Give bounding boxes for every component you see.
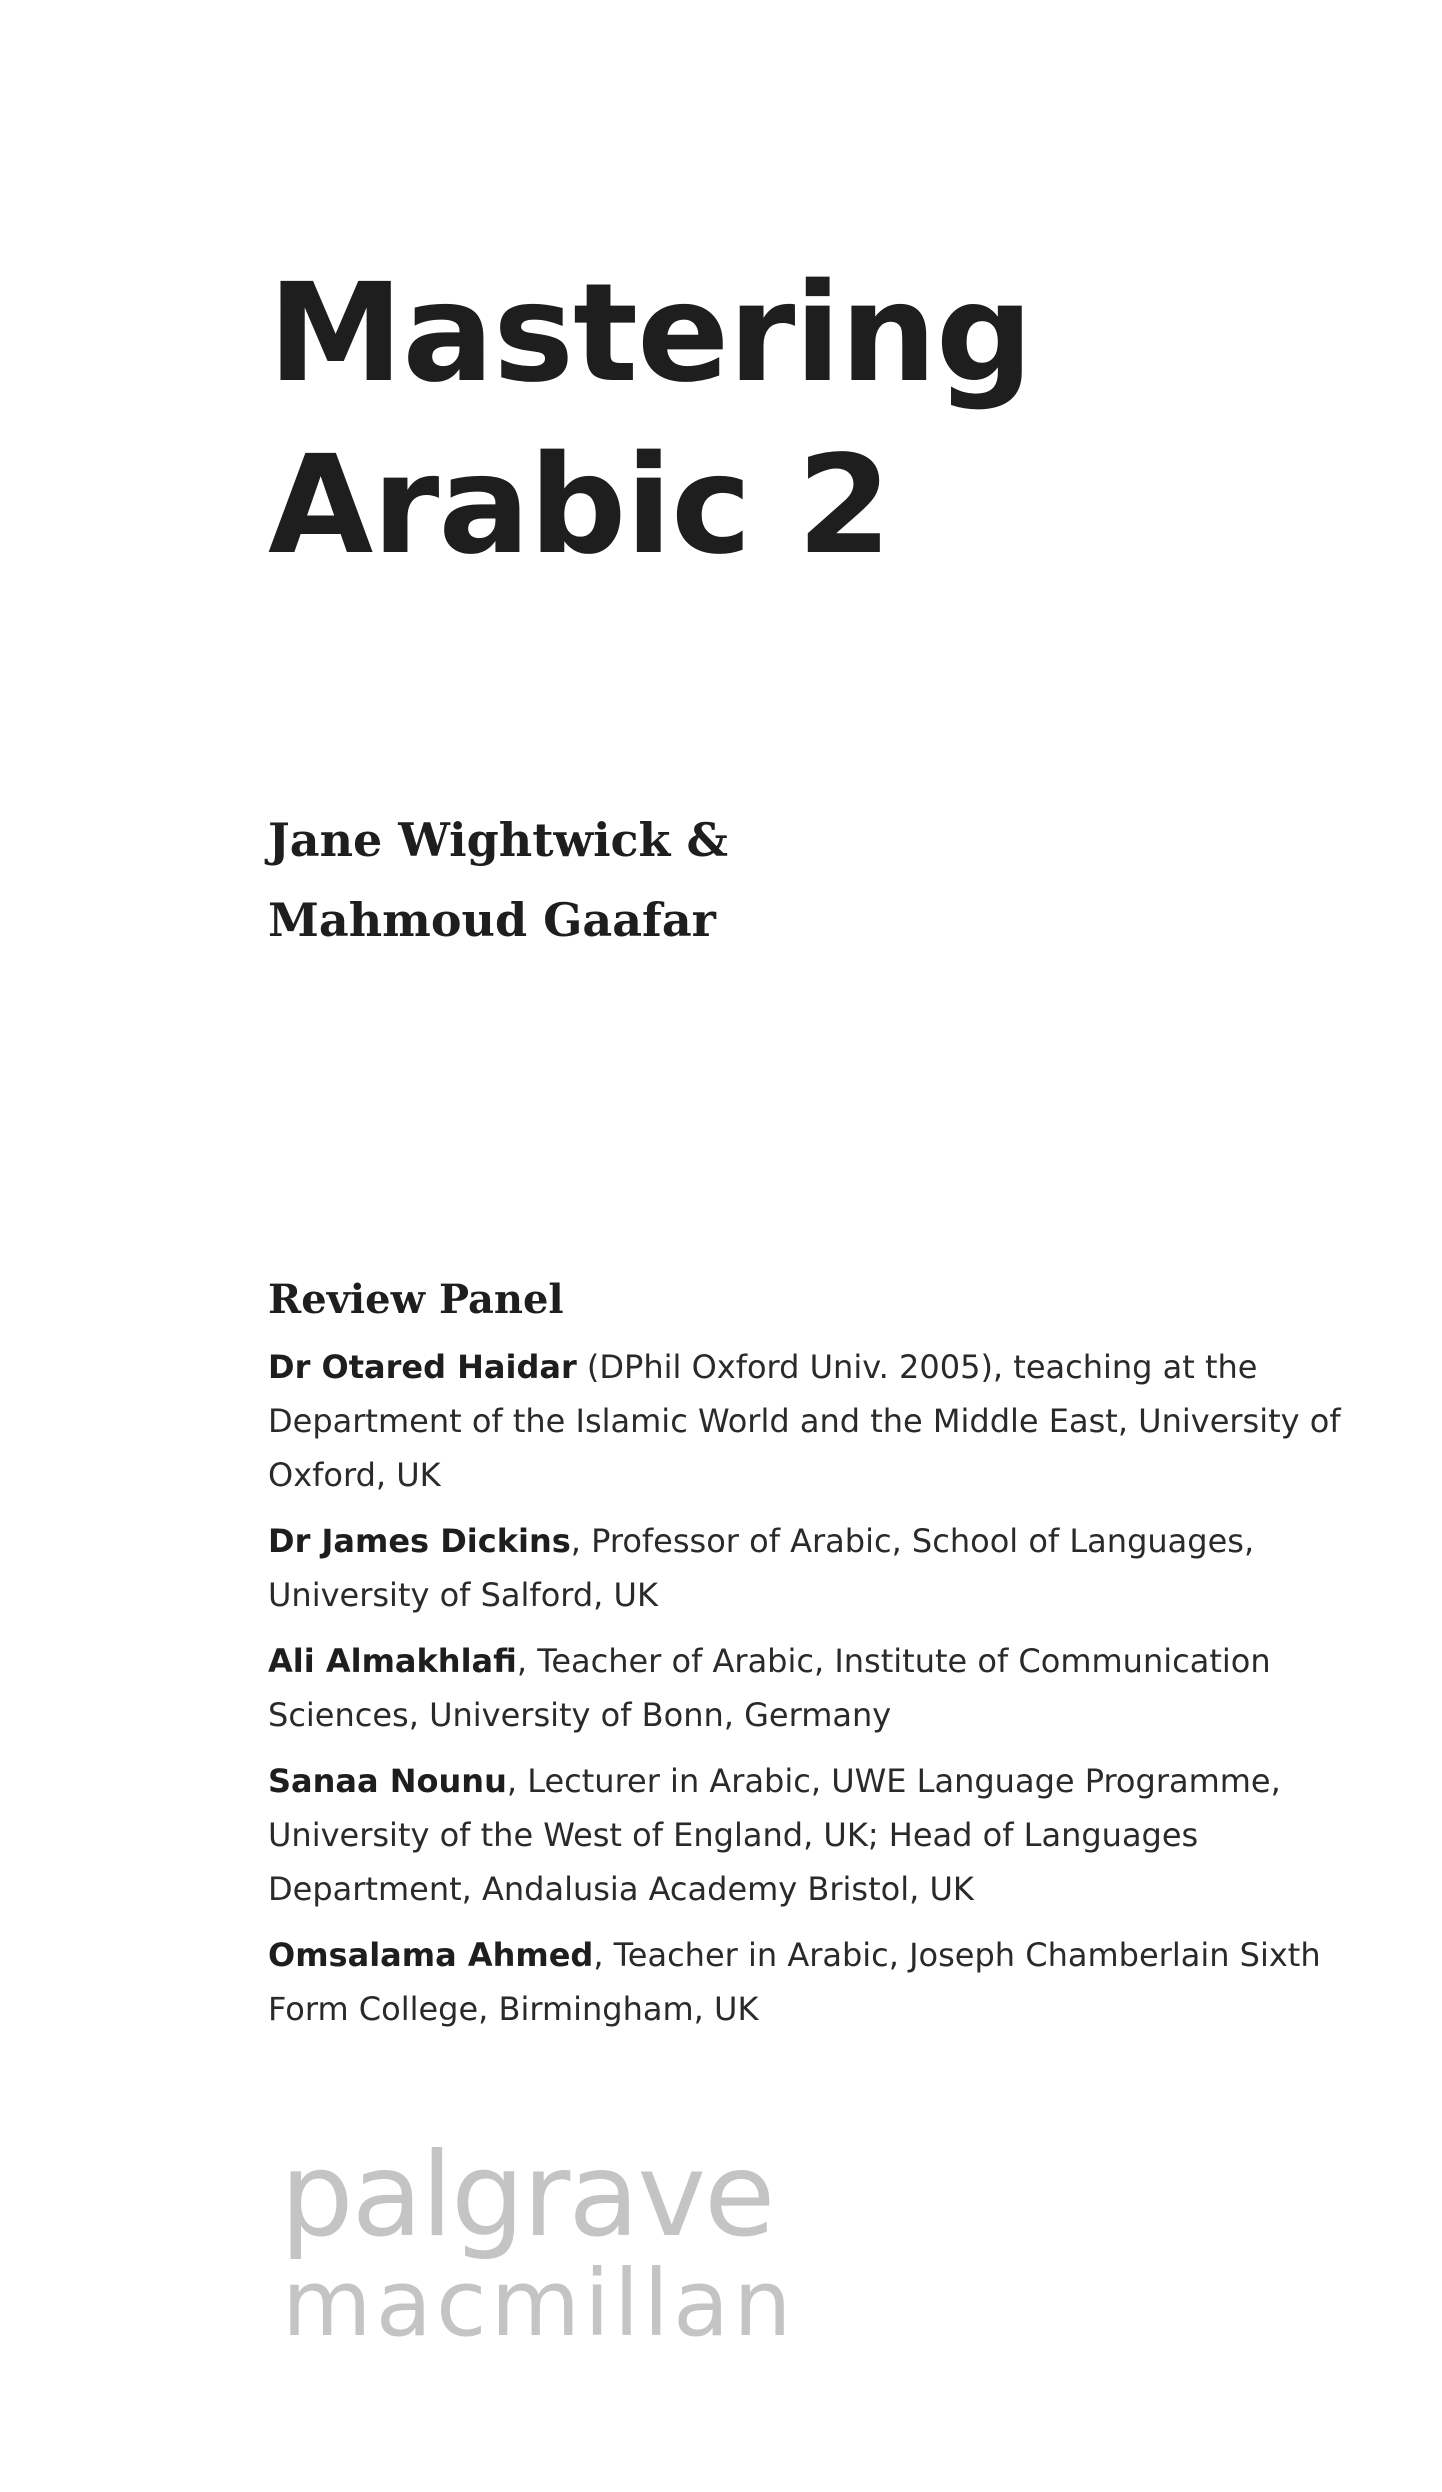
review-member-name: Omsalama Ahmed xyxy=(268,1936,594,1974)
review-member-detail: (DPhil Oxford Univ. 2005), teaching at the Department of the Islamic World and the Middle East, University of Oxford, UK xyxy=(268,1348,1341,1494)
publisher-logo xyxy=(280,2128,796,2357)
book-title-line-2: Arabic 2 xyxy=(268,427,891,585)
authors xyxy=(268,800,728,960)
review-member-detail: , Teacher in Arabic, Joseph Chamberlain Sixth Form College, Birmingham, UK xyxy=(268,1936,1321,2028)
review-panel-heading: Review Panel xyxy=(268,1276,564,1323)
review-member-detail: , Professor of Arabic, School of Languages, University of Salford, UK xyxy=(268,1522,1255,1614)
review-member xyxy=(268,1340,1348,1502)
author-line-2: Mahmoud Gaafar xyxy=(268,893,716,947)
review-member-detail: , Teacher of Arabic, Institute of Communication Sciences, University of Bonn, Germany xyxy=(268,1642,1271,1734)
review-member-name: Dr James Dickins xyxy=(268,1522,571,1560)
review-member-detail: , Lecturer in Arabic, UWE Language Programme, University of the West of England, UK; Head of Languages Department, Andalusia Academy Bristol, UK xyxy=(268,1762,1281,1908)
review-member xyxy=(268,1634,1348,1742)
book-title xyxy=(268,248,1032,592)
review-member xyxy=(268,1928,1348,2036)
review-member-name: Ali Almakhlafi xyxy=(268,1642,517,1680)
review-member xyxy=(268,1514,1348,1622)
review-member xyxy=(268,1754,1348,1916)
book-title-line-1: Mastering xyxy=(268,255,1033,413)
review-panel xyxy=(268,1272,1348,2048)
author-line-1: Jane Wightwick & xyxy=(268,813,728,867)
review-member-name: Dr Otared Haidar xyxy=(268,1348,577,1386)
review-member-name: Sanaa Nounu xyxy=(268,1762,507,1800)
publisher-logo-line-1: palgrave xyxy=(280,2128,774,2263)
publisher-logo-line-2: macmillan xyxy=(282,2250,796,2357)
